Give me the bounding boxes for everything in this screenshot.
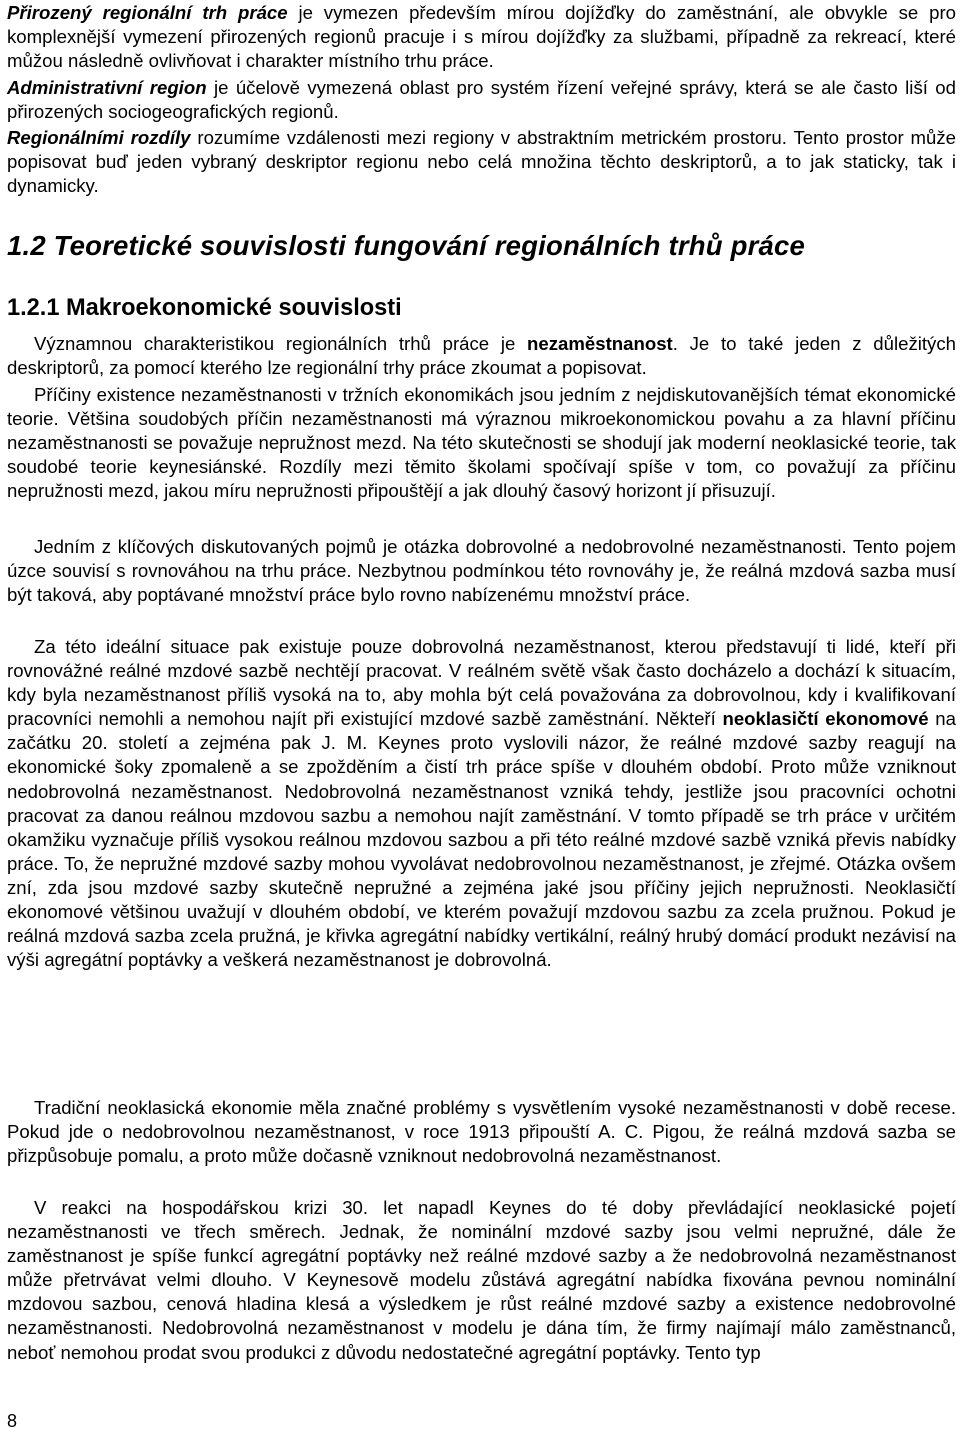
paragraph-regional-differences <box>7 126 956 198</box>
term-natural-region: Přirozený regionální trh práce <box>7 2 288 23</box>
term-unemployment: nezaměstnanost <box>527 333 673 354</box>
paragraph-natural-region <box>7 1 956 73</box>
section-heading: 1.2 Teoretické souvislosti fungování regionálních trhů práce <box>7 230 805 261</box>
paragraph-text: je vymezen především mírou dojížďky do zaměstnání, ale obvykle se pro komplexnější vymezení přirozených regionů pracuje i s mírou dojížďky za službami, případně za rekreací, které můžou následně ovlivňovat i charakter místního trhu práce. <box>7 2 956 72</box>
paragraph-administrative-region <box>7 76 956 124</box>
subsection-heading: 1.2.1 Makroekonomické souvislosti <box>7 295 402 321</box>
page-number: 8 <box>7 1411 18 1431</box>
term-administrative-region: Administrativní region <box>7 77 207 98</box>
paragraph-text: rozumíme vzdálenosti mezi regiony v abstraktním metrickém prostoru. Tento prostor může popisovat buď jeden vybraný deskriptor regionu nebo celá množina těchto deskriptorů, a to jak staticky, tak i dynamicky. <box>7 127 956 197</box>
paragraph-text: . Je to také jeden z důležitých deskriptorů, za pomocí kterého lze regionální trhy práce zkoumat a popisovat. <box>7 333 956 379</box>
paragraph-keynes: V reakci na hospodářskou krizi 30. let napadl Keynes do té doby převládající neoklasické pojetí nezaměstnanosti ve třech směrech. Jednak, že nominální mzdové sazby jsou velmi nepružné, dále že zaměstnanost je spíše funkcí agregátní poptávky než reálné mzdové sazby a že nedobrovolná nezaměstnanost může přetrvávat velmi dlouho. V Keynesově modelu zůstává agregátní nabídka fixována pevnou nominální mzdovou sazbou, cenová hladina klesá a výsledkem je růst reálné mzdové sazby a existence nedobrovolné nezaměstnanosti. Nedobrovolná nezaměstnanost v modelu je dána tím, že firmy najímají málo zaměstnanců, neboť nemohou prodat svou produkci z důvodu nedostatečné agregátní poptávky. Tento typ <box>7 1197 956 1363</box>
paragraph-text: na začátku 20. století a zejména pak J. M. Keynes proto vyslovili názor, že reálné mzdové sazby reagují na ekonomické šoky zpomaleně a se zpožděním a čistí trh práce spíše v dlouhém období. Proto může vzniknout nedobrovolná nezaměstnanost. Nedobrovolná nezaměstnanost vzniká tehdy, jestliže jsou pracovníci ochotni pracovat za danou reálnou mzdovou sazbu a nemohou najít zaměstnání. V tomto případě se trh práce v určitém okamžiku vyznačuje příliš vysokou reálnou mzdovou sazbou a při této reálné mzdové sazbě vzniká převis nabídky práce. To, že nepružné mzdové sazby mohou vyvolávat nedobrovolnou nezaměstnanost, je zřejmé. Otázka ovšem zní, zda jsou mzdové sazby skutečně nepružné a zejména jaké jsou příčiny jejich nepružnosti. Neoklasičtí ekonomové většinou uvažují v dlouhém období, ve kterém považují mzdovou sazbu za zcela pružnou. Pokud je reálná mzdová sazba zcela pružná, je křivka agregátní nabídky vertikální, reálný hrubý domácí produkt nezávisí na výši agregátní poptávky a veškerá nezaměstnanost je dobrovolná. <box>7 708 956 971</box>
paragraph-causes: Příčiny existence nezaměstnanosti v tržních ekonomikách jsou jedním z nejdiskutovanějších témat ekonomické teorie. Většina soudobých příčin nezaměstnanosti má výraznou mikroekonomickou povahu a za hlavní příčinu nezaměstnanosti se považuje nepružnost mezd. Na této skutečnosti se shodují jak moderní neoklasické teorie, tak soudobé teorie keynesiánské. Rozdíly mezi těmito školami spočívají spíše v tom, co považují za příčinu nepružnosti mezd, jakou míru nepružnosti připouštějí a jak dlouhý časový horizont jí přisuzují. <box>7 384 956 502</box>
paragraph-text: Významnou charakteristikou regionálních trhů práce je <box>34 333 528 354</box>
paragraph-text: Za této ideální situace pak existuje pouze dobrovolná nezaměstnanost, kterou představují ti lidé, kteří při rovnovážné reálné mzdové sazbě nechtějí pracovat. V reálném světě však často docházelo a dochází k situacím, kdy byla nezaměstnanost příliš vysoká na to, aby mohla být celá považována za dobrovolnou, kdy i kvalifikovaní pracovníci nemohli a nemohou najít při existující mzdové sazbě zaměstnání. Někteří <box>7 636 956 730</box>
term-regional-differences: Regionálními rozdíly <box>7 127 191 148</box>
paragraph-unemployment <box>7 332 956 380</box>
paragraph-voluntary-involuntary: Jedním z klíčových diskutovaných pojmů je otázka dobrovolné a nedobrovolné nezaměstnanosti. Tento pojem úzce souvisí s rovnováhou na trhu práce. Nezbytnou podmínkou této rovnováhy je, že reálná mzdová sazba musí být taková, aby poptávané množství práce bylo rovno nabízenému množství práce. <box>7 536 956 606</box>
paragraph-text: je účelově vymezená oblast pro systém řízení veřejné správy, která se ale často liší od přirozených sociogeografických regionů. <box>7 77 956 123</box>
term-neoclassical-economists: neoklasičtí ekonomové <box>722 708 929 730</box>
paragraph-ideal-situation <box>7 635 956 972</box>
paragraph-traditional-neoclassical: Tradiční neoklasická ekonomie měla značné problémy s vysvětlením vysoké nezaměstnanosti v době recese. Pokud jde o nedobrovolnou nezaměstnanost, v roce 1913 připouští A. C. Pigou, že reálná mzdová sazba se přizpůsobuje pomalu, a proto může dočasně vzniknout nedobrovolná nezaměstnanost. <box>7 1097 956 1167</box>
